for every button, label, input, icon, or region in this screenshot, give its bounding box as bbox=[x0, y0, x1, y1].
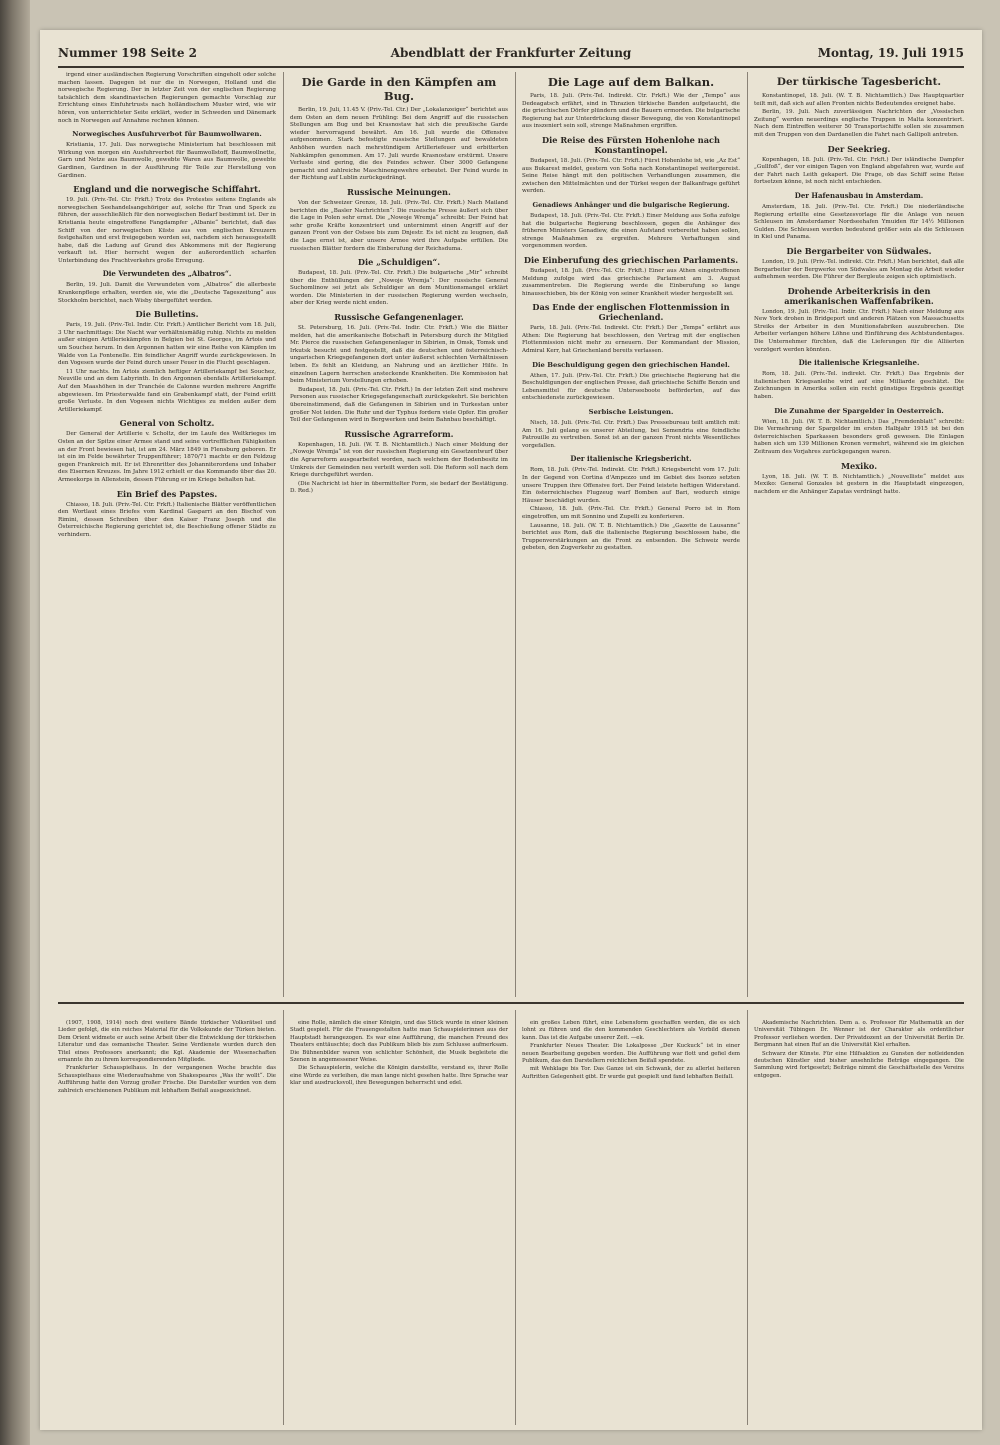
column-rule bbox=[283, 72, 284, 997]
article-text: Chiasso, 18. Juli. (Priv.-Tel. Ctr. Frkft.) General Porro ist in Rom eingetroffen, um mit Sonnino und Zupelli zu konferieren. bbox=[522, 506, 740, 520]
article-text: Der General der Artillerie v. Scholtz, der im Laufe des Weltkrieges im Osten an der Spitze einer Armee stand und seine vortrefflichen Fähigkeiten an der Front bewiesen hat, ist am 24. März 1849 in Flensburg geboren. Er ist ein im Felde bewährter Truppenführer; 1870/71 machte er den Feldzug gegen Frankreich mit. Er ist Ehrenritter des Johanniterordens und Inhaber des Eisernen Kreuzes. Im Jahre 1912 erhielt er das Kommando über das 20. Armeekorps in Allenstein, dessen Führung er im Kriege behalten hat. bbox=[58, 431, 276, 483]
column-1 bbox=[58, 72, 276, 997]
feuilleton-text: Akademische Nachrichten. Dem a. o. Professor für Mathematik an der Universität Tübingen Dr. Wenner ist der Charakter als ordentlicher Professor verliehen worden. Der Privatdozent an der Universität Berlin Dr. Bergmann hat einen Ruf an die Universität Kiel erhalten. bbox=[754, 1020, 964, 1049]
article-text: Konstantinopel, 18. Juli. (W. T. B. Nichtamtlich.) Das Hauptquartier teilt mit, daß sich auf allen Fronten nichts Bedeutendes ereignet habe. bbox=[754, 93, 964, 107]
article-text: Rom, 18. Juli. (Priv.-Tel. indirekt. Ctr. Frkft.) Das Ergebnis der italienischen Kriegsanleihe wird auf eine Milliarde geschätzt. Die Zeichnungen in Amerika sollen ein recht günstiges Ergebnis gezeitigt haben. bbox=[754, 371, 964, 401]
article-text: Nisch, 18. Juli. (Priv.-Tel. Ctr. Frkft.) Das Pressebureau teilt amtlich mit: Am 16. Juli gelang es unserer Abteilung, bei Semendria eine feindliche Patrouille zu vertreiben. Sonst ist an der ganzen Front nichts Wesentliches vorgefallen. bbox=[522, 420, 740, 449]
article-headline: Ein Brief des Papstes. bbox=[116, 488, 218, 499]
masthead bbox=[58, 44, 964, 68]
column-2 bbox=[290, 72, 508, 997]
article-text: Berlin, 19. Juli, 11.45 V. (Priv.-Tel. Ctr.) Der „Lokalanzeiger“ berichtet aus dem Osten an dem neuen Frühling: Bei dem Angriff auf die russischen Stellungen am Bug und bei Krasnostaw hat sich die preußische Garde wieder hervorragend bewährt. Am 16. Juli wurde die Offensive aufgenommen. Stark befestigte russische Stellungen auf bewaldeten Anhöhen wurden nach mehrstündigem Artilleriefeuer und erbitterten Nahkämpfen genommen. Am 17. Juli wurde Krasnostaw erstürmt. Unsere Verluste sind gering, die des Feindes schwer. Über 3000 Gefangene gemacht und zahlreiche Maschinengewehre erbeutet. Der Feind wurde in der Richtung auf Lublin zurückgedrängt. bbox=[290, 107, 508, 182]
article-text: Budapest, 18. Juli. (Priv.-Tel. Ctr. Frkft.) Die bulgarische „Mir“ schreibt über die Enthüllungen der „Nowoje Wremja“: Der russische General Suchomlinow sei jetzt als Schuldiger an dem Munitionsmangel erklärt worden. Die Ministerien in der russischen Regierung werden wechseln, aber der Krieg werde nicht enden. bbox=[290, 270, 508, 307]
editor-note: (Die Nachricht ist hier in übermittelter Form, sie bedarf der Bestätigung. D. Red.) bbox=[290, 480, 508, 495]
article-text: 11 Uhr nachts. Im Artois ziemlich heftiger Artilleriekampf bei Souchez, Neuville und an dem Labyrinth. In den Argonnen ebenfalls Artilleriekampf. Auf den Maashöhen in der Tranchée de Calonne wurden mehrere Angriffe abgewiesen. Im Priesterwalde fand ein Grabenkampf statt, der Feind erlitt große Verluste. In den Vogesen nichts Wichtiges zu melden außer dem Artilleriekampf. bbox=[58, 368, 276, 413]
newspaper-title: Abendblatt der Frankfurter Zeitung bbox=[390, 46, 632, 60]
feuilleton-text: Frankfurter Neues Theater. Die Lokalposse „Der Kuckuck“ ist in einer neuen Bearbeitung gegeben worden. Die Aufführung war flott und gefiel dem Publikum, das den Darstellern reichlichen Beifall spendete. bbox=[522, 1043, 740, 1065]
feuilleton-text: Frankfurter Schauspielhaus. In der vergangenen Woche brachte das Schauspielhaus eine Wiederaufnahme von Shakespeares „Was ihr wollt“. Die Aufführung hatte den Vorzug großer Frische. Die Darsteller wurden von dem zahlreich erschienenen Publikum mit lebhaftem Beifall ausgezeichnet. bbox=[58, 1065, 276, 1094]
article-text: Von der Schweizer Grenze, 18. Juli. (Priv.-Tel. Ctr. Frkft.) Nach Mailand berichten die „Basler Nachrichten“: Die russische Presse äußert sich über die Lage in Polen sehr ernst. Die „Nowoje Wremja“ schreibt: Der Feind hat sehr große Kräfte konzentriert und unternimmt einen Angriff auf der ganzen Front von der Ostsee bis zum Dnjestr. Es ist nicht zu leugnen, daß die Lage ernst ist, aber unsere Armee wird ihre Aufgabe erfüllen. Die russischen Blätter fordern die Einberufung der Reichsduma. bbox=[290, 199, 508, 252]
article-headline: Die Verwundeten des „Albatros“. bbox=[102, 269, 232, 279]
article-text: Budapest, 18. Juli. (Priv.-Tel. Ctr. Frkft.) Fürst Hohenlohe ist, wie „Az Est“ aus Bukarest meldet, gestern von Sofia nach Konstantinopel weitergereist. Seine Reise hängt mit den politischen Verhandlungen zusammen, die zwischen den Mittelmächten und der Türkei wegen der Balkanfrage geführt werden. bbox=[522, 157, 740, 195]
column-4 bbox=[754, 72, 964, 997]
article-headline: Russische Gefangenenlager. bbox=[334, 312, 464, 323]
article-text: Berlin, 19. Juli. Damit die Verwundeten vom „Albatros“ die allerbeste Krankenpflege erhalten, werden sie, wie die „Deutsche Tageszeitung“ aus Stockholm berichtet, nach Wisby übergeführt werden. bbox=[58, 282, 276, 304]
article-text: Amsterdam, 18. Juli. (Priv.-Tel. Ctr. Frkft.) Die niederländische Regierung erteilte eine Gesetzesvorlage für die Anlage von neuen Schleusen im Amsterdamer Nordseehafen Ymuiden für 14½ Millionen Gulden. Die Schleusen werden bedeutend größer sein als die Schleusen in Kiel und Panama. bbox=[754, 203, 964, 241]
feuilleton-text: (1907, 1908, 1914) noch drei weitere Bände türkischer Volksrätsel und Lieder gefolgt, die ein reiches Material für die Volkskunde der Türken bieten. Dem Orient widmete er auch seine Arbeit über die Entwicklung der türkischen Literatur und das osmanische Theater. Seine Verdienste wurden durch den Titel eines Professors anerkannt; die Kgl. Akademie der Wissenschaften ernannte ihn zu ihrem korrespondierenden Mitgliede. bbox=[58, 1020, 276, 1064]
column-rule bbox=[515, 1010, 516, 1425]
article-headline: Serbische Leistungen. bbox=[588, 408, 674, 417]
column-rule bbox=[747, 72, 748, 997]
article-headline: Drohende Arbeiterkrisis in den amerikanischen Waffenfabriken. bbox=[784, 285, 934, 306]
feuilleton-text: Schwarz der Künste. Für eine Hilfsaktion zu Gunsten der notleidenden deutschen Künstler sind bisher ansehnliche Beträge eingegangen. Die Sammlung wird fortgesetzt; Beiträge nimmt die Geschäftsstelle des Vereins entgegen. bbox=[754, 1050, 964, 1079]
article-text: Kristiania, 17. Juli. Das norwegische Ministerium hat beschlossen mit Wirkung von morgen ein Ausfuhrverbot für Baumwollstoff, Baumwollnette, Garn und Netze aus Baumwolle, gewebte Waren aus Baumwolle, gewebte Gardinen, Gardinen in der Ausführung für Teile zur Herstellung von Gardinen. bbox=[58, 142, 276, 179]
feuilleton-text: mit Wehklage bis Tor. Das Ganze ist ein Schwank, der zu allerlei heiteren Auftritten Gelegenheit gibt. Er wurde gut gespielt und fand lebhaften Beifall. bbox=[522, 1066, 740, 1080]
column-rule bbox=[283, 1010, 284, 1425]
article-text: Athen, 17. Juli. (Priv.-Tel. Ctr. Frkft.) Die griechische Regierung hat die Beschuldigungen der englischen Presse, daß griechische Schiffe Benzin und Lebensmittel für deutsche Unterseeboote beförderten, auf das entschiedenste zurückgewiesen. bbox=[522, 372, 740, 402]
article-headline: Die Bergarbeiter von Südwales. bbox=[786, 245, 932, 256]
article-headline: Die Beschuldigung gegen den griechischen Handel. bbox=[532, 360, 730, 369]
article-headline: Der italienische Kriegsbericht. bbox=[570, 454, 692, 464]
article-headline: Die Bulletins. bbox=[135, 309, 199, 320]
article-headline: Der Seekrieg. bbox=[827, 143, 891, 154]
feuilleton-text: eine Rolle, nämlich die einer Königin, und das Stück wurde in einer kleinen Stadt gespielt. Für die Frauengestalten hatte man Schauspielerinnen aus der Hauptstadt herangezogen. Es war eine Aufführung, die manchen Freund des Theaters enttäuschte; doch das Publikum blieb bis zum Schlusse aufmerksam. Die Bühnenbilder waren von schlichter Schönheit, die Musik begleitete die Szenen in angemessener Weise. bbox=[290, 1020, 508, 1064]
article-headline: Der Hafenausbau in Amsterdam. bbox=[794, 190, 924, 200]
article-text: Chiasso, 18. Juli. (Priv.-Tel. Ctr. Frkft.) Italienische Blätter veröffentlichen den Wortlaut eines Briefes vom Kardinal Gasparri an den Bischof von Rimini, dessen Schreiben über den Kaiser Franz Joseph und die Österreichische Regierung gerichtet ist, die Beschießung offener Städte zu verhindern. bbox=[58, 501, 276, 538]
article-text: irgend einer ausländischen Regierung Vorschriften eingeholt oder solche machen lassen. Dagegen ist nur die in Norwegen, Holland und die norwegische Regierung. Der in letzter Zeit von der englischen Regierung tatsächlich dem skandinavischen Regierungen gemachte Vorschlag zur Errichtung eines Einfuhrtrusts nach holländischem Muster wird, wie wir hören, von unterrichteter Seite erklärt, weder in Schweden und Dänemark noch in Norwegen auf Annahme rechnen können. bbox=[58, 72, 276, 124]
article-headline: Das Ende der englischen Flottenmission in Griechenland. bbox=[532, 302, 730, 323]
article-headline: Norwegisches Ausfuhrverbot für Baumwollwaren. bbox=[72, 130, 262, 139]
article-text: Lausanne, 18. Juli. (W. T. B. Nichtamtlich.) Die „Gazette de Lausanne“ berichtet aus Rom, daß die italienische Regierung beschlossen habe, die Truppenverstärkungen an die Front zu entsenden. Die Schweiz werde gebeten, den Zugverkehr zu gestatten. bbox=[522, 522, 740, 552]
article-text: Kopenhagen, 18. Juli. (Priv.-Tel. Ctr. Frkft.) Der isländische Dampfer „Gullfoß“, der vor einigen Tagen von England abgefahren war, wurde auf der Fahrt nach Leith gekapert. Die Frage, ob das Schiff seine Reise fortsetzen könne, ist noch nicht entschieden. bbox=[754, 156, 964, 186]
article-headline: England und die norwegische Schiffahrt. bbox=[73, 184, 261, 195]
article-headline: Mexiko. bbox=[840, 460, 878, 471]
article-text: Kopenhagen, 18. Juli. (W. T. B. Nichtamtlich.) Nach einer Meldung der „Nowoje Wremja“ ist von der russischen Regierung ein Gesetzentwurf über die Agrarreform ausgearbeitet worden, nach welchem der Bodenbesitz im Umkreis der Gemeinden neu verteilt werden soll. Die Reform soll nach dem Kriege durchgeführt werden. bbox=[290, 441, 508, 479]
article-text: Paris, 18. Juli. (Priv.-Tel. Indirekt. Ctr. Frkft.) Wie der „Tempo“ aus Dedeagatsch erfährt, sind in Thrazien türkische Banden aufgetaucht, die die griechischen Dörfer plündern und die Bauern ermorden. Die bulgarische Regierung hat zur Unterdrückung dieser Bewegung, die von Konstantinopel aus inszeniert sein soll, strenge Maßnahmen ergriffen. bbox=[522, 93, 740, 130]
article-text: Paris, 18. Juli. (Priv.-Tel. Indirekt. Ctr. Frkft.) Der „Temps“ erfährt aus Athen: Die Regierung hat beschlossen, den Vertrag mit der englischen Flottenmission nicht mehr zu erneuern. Der Kommandant der Mission, Admiral Kerr, hat Griechenland bereits verlassen. bbox=[522, 325, 740, 355]
feuilleton-column-4 bbox=[754, 1020, 964, 1425]
feuilleton-rule bbox=[58, 1002, 964, 1004]
article-headline: Genadiews Anhänger und die bulgarische Regierung. bbox=[532, 200, 730, 209]
article-text: London, 19. Juli. (Priv.-Tel. Indir. Ctr. Frkft.) Nach einer Meldung aus New York drohen in Bridgeport und anderen Plätzen von Massachusetts Streiks der Arbeiter in den Munitionsfabriken auszubrechen. Die Arbeiter verlangen höhere Löhne und Einführung des Achtstundentages. Die Unternehmer fürchten, daß die Lieferungen für die Alliierten verzögert werden könnten. bbox=[754, 308, 964, 353]
article-headline: General von Scholtz. bbox=[119, 418, 215, 429]
article-headline: Die Zunahme der Spargelder in Oesterreich. bbox=[774, 406, 944, 415]
book-binding bbox=[0, 0, 30, 1445]
feuilleton-column-2 bbox=[290, 1020, 508, 1425]
article-text: Budapest, 18. Juli. (Priv.-Tel. Ctr. Frkft.) Einer Meldung aus Sofia zufolge hat die bulgarische Regierung beschlossen, gegen die Anhänger des früheren Ministers Genadiew, die einen Aufstand vorbereitet haben sollen, strenge Maßnahmen zu ergreifen. Mehrere Verhaftungen sind vorgenommen worden. bbox=[522, 212, 740, 250]
feuilleton-text: ein großes Leben führt, eine Lebensform geschaffen werden, die es sich lohnt zu führen und die den kommenden Geschlechtern als Vorbild dienen kann. Das ist die Aufgabe unserer Zeit. —ek. bbox=[522, 1020, 740, 1041]
article-text: 19. Juli. (Priv.-Tel. Ctr. Frkft.) Trotz des Protestes seitens Englands als norwegischen Seehandelsangehöriger auf, solche für Tran und Speck zu führen, der ausschließlich für den norwegischen Bedarf bestimmt ist. Der in Kristiania heute eingetroffene Fangdampfer „Albanie“ berichtet, daß das Schiff von der norwegischen Küste aus von englischen Kreuzern festgehalten und erst freigegeben worden sei, nachdem sich herausgestellt habe, daß die Ladung auf Grund des Abkommens mit der Regierung verkauft ist. Hier herrscht wegen der außerordentlich scharfen Unterbindung des Frachtverkehrs große Erregung. bbox=[58, 197, 276, 264]
column-rule bbox=[515, 72, 516, 997]
issue-number: Nummer 198 Seite 2 bbox=[58, 46, 198, 60]
article-text: Wien, 18. Juli. (W. T. B. Nichtamtlich.) Das „Fremdenblatt“ schreibt: Die Vermehrung der Spargelder im ersten Halbjahr 1915 ist bei den österreichischen Sparkassen besonders groß gewesen. Die Einlagen haben sich um 139 Millionen Kronen vermehrt, während sie im gleichen Zeitraum des Vorjahres zurückgegangen waren. bbox=[754, 418, 964, 455]
article-text: St. Petersburg, 16. Juli. (Priv.-Tel. Indir. Ctr. Frkft.) Wie die Blätter melden, hat die amerikanische Botschaft in Petersburg durch ihr Mitglied Mr. Pierce die russischen Gefangenenlager in Sibirien, in Omsk, Tomsk und Irkutsk besucht und festgestellt, daß die deutschen und österreichisch-ungarischen Kriegsgefangenen dort unter äußerst schlechten Verhältnissen leben. Es fehlt an Kleidung, an Nahrung und an ärztlicher Hilfe. In einzelnen Lagern herrschen ansteckende Krankheiten. Die Kommission hat beim Ministerium Vorstellungen erhoben. bbox=[290, 325, 508, 385]
article-text: Budapest, 18. Juli. (Priv.-Tel. Ctr. Frkft.) In der letzten Zeit sind mehrere Personen aus russischer Kriegsgefangenschaft zurückgekehrt. Sie berichten übereinstimmend, daß die Gefangenen in Sibirien und in Turkestan unter großer Not leiden. Die Ruhr und der Typhus fordern viele Opfer. Ein großer Teil der Gefangenen wird in Bergwerken und beim Bahnbau beschäftigt. bbox=[290, 386, 508, 424]
article-headline: Die Einberufung des griechischen Parlaments. bbox=[523, 254, 739, 265]
article-text: Lyon, 18. Juli. (W. T. B. Nichtamtlich.) „Nouvelliste“ meldet aus Mexiko: General Gonzales ist gestern in die Hauptstadt eingezogen, nachdem er die Anhänger Zapatas verdrängt hatte. bbox=[754, 473, 964, 495]
article-headline: Russische Meinungen. bbox=[347, 186, 451, 197]
article-text: Rom, 18. Juli. (Priv.-Tel. Indirekt. Ctr. Frkft.) Kriegsbericht vom 17. Juli: In der Gegend von Cortina d'Ampezzo und im Gebiet des Isonzo setzten unsere Truppen ihre Offensive fort. Der Feind leistete heftigen Widerstand. Ein österreichisches Flugzeug warf Bomben auf Bari, wodurch einige Häuser beschädigt wurden. bbox=[522, 467, 740, 504]
issue-date: Montag, 19. Juli 1915 bbox=[817, 46, 964, 60]
article-headline: Die Lage auf dem Balkan. bbox=[547, 75, 715, 89]
column-rule bbox=[747, 1010, 748, 1425]
newspaper-page bbox=[40, 30, 982, 1430]
article-text: Paris, 19. Juli. (Priv.-Tel. Indir. Ctr. Frkft.) Amtlicher Bericht vom 18. Juli, 3 Uhr nachmittags: Die Nacht war verhältnismäßig ruhig. Nichts zu melden außer einigen Artilleriekämpfen in Belgien bei St. Georges, im Artois und um Souchez herum. In den Argonnen hatten wir eine Reihe von Kämpfen im Walde von La Fontenelle. Ein feindlicher Angriff wurde zurückgewiesen. In den Vogesen wurde der Feind durch unser Feuer in die Flucht geschlagen. bbox=[58, 322, 276, 367]
article-headline: Die italienische Kriegsanleihe. bbox=[798, 358, 920, 368]
feuilleton-column-3 bbox=[522, 1020, 740, 1425]
article-headline: Die Reise des Fürsten Hohenlohe nach Konstantinopel. bbox=[542, 134, 720, 155]
column-3 bbox=[522, 72, 740, 997]
article-text: Berlin, 19. Juli. Nach zuverlässigen Nachrichten der „Vossischen Zeitung“ werden neuerdings englische Truppen in Malta konzentriert. Nach dem Eintreffen weiterer 50 Transportschiffe sollen sie zusammen mit den Truppen von den Dardanellen die Fahrt nach Gallipoli antreten. bbox=[754, 109, 964, 138]
feuilleton-column-1 bbox=[58, 1020, 276, 1425]
article-headline: Die Garde in den Kämpfen am Bug. bbox=[301, 75, 497, 103]
article-headline: Die „Schuldigen“. bbox=[357, 257, 441, 268]
article-headline: Russische Agrarreform. bbox=[344, 428, 454, 439]
article-text: Budapest, 18. Juli. (Priv.-Tel. Ctr. Frkft.) Einer aus Athen eingetroffenen Meldung zufolge wird das griechische Parlament am 3. August zusammentreten. Die Regierung werde die Einberufung so lange hinausschieben, bis der König von seiner Krankheit wieder hergestellt sei. bbox=[522, 267, 740, 297]
feuilleton-text: Die Schauspielerin, welche die Königin darstellte, verstand es, ihrer Rolle eine Würde zu verleihen, die man lange nicht gesehen hatte. Ihre Sprache war klar und ausdrucksvoll, ihre Bewegungen beherrscht und edel. bbox=[290, 1065, 508, 1087]
article-headline: Der türkische Tagesbericht. bbox=[776, 76, 942, 88]
article-text: London, 19. Juli. (Priv.-Tel. indirekt. Ctr. Frkft.) Man berichtet, daß alle Bergarbeiter der Bergwerke von Südwales am Montag die Arbeit wieder aufnehmen werden. Die Führer der Bergleute zeigen sich optimistisch. bbox=[754, 258, 964, 281]
